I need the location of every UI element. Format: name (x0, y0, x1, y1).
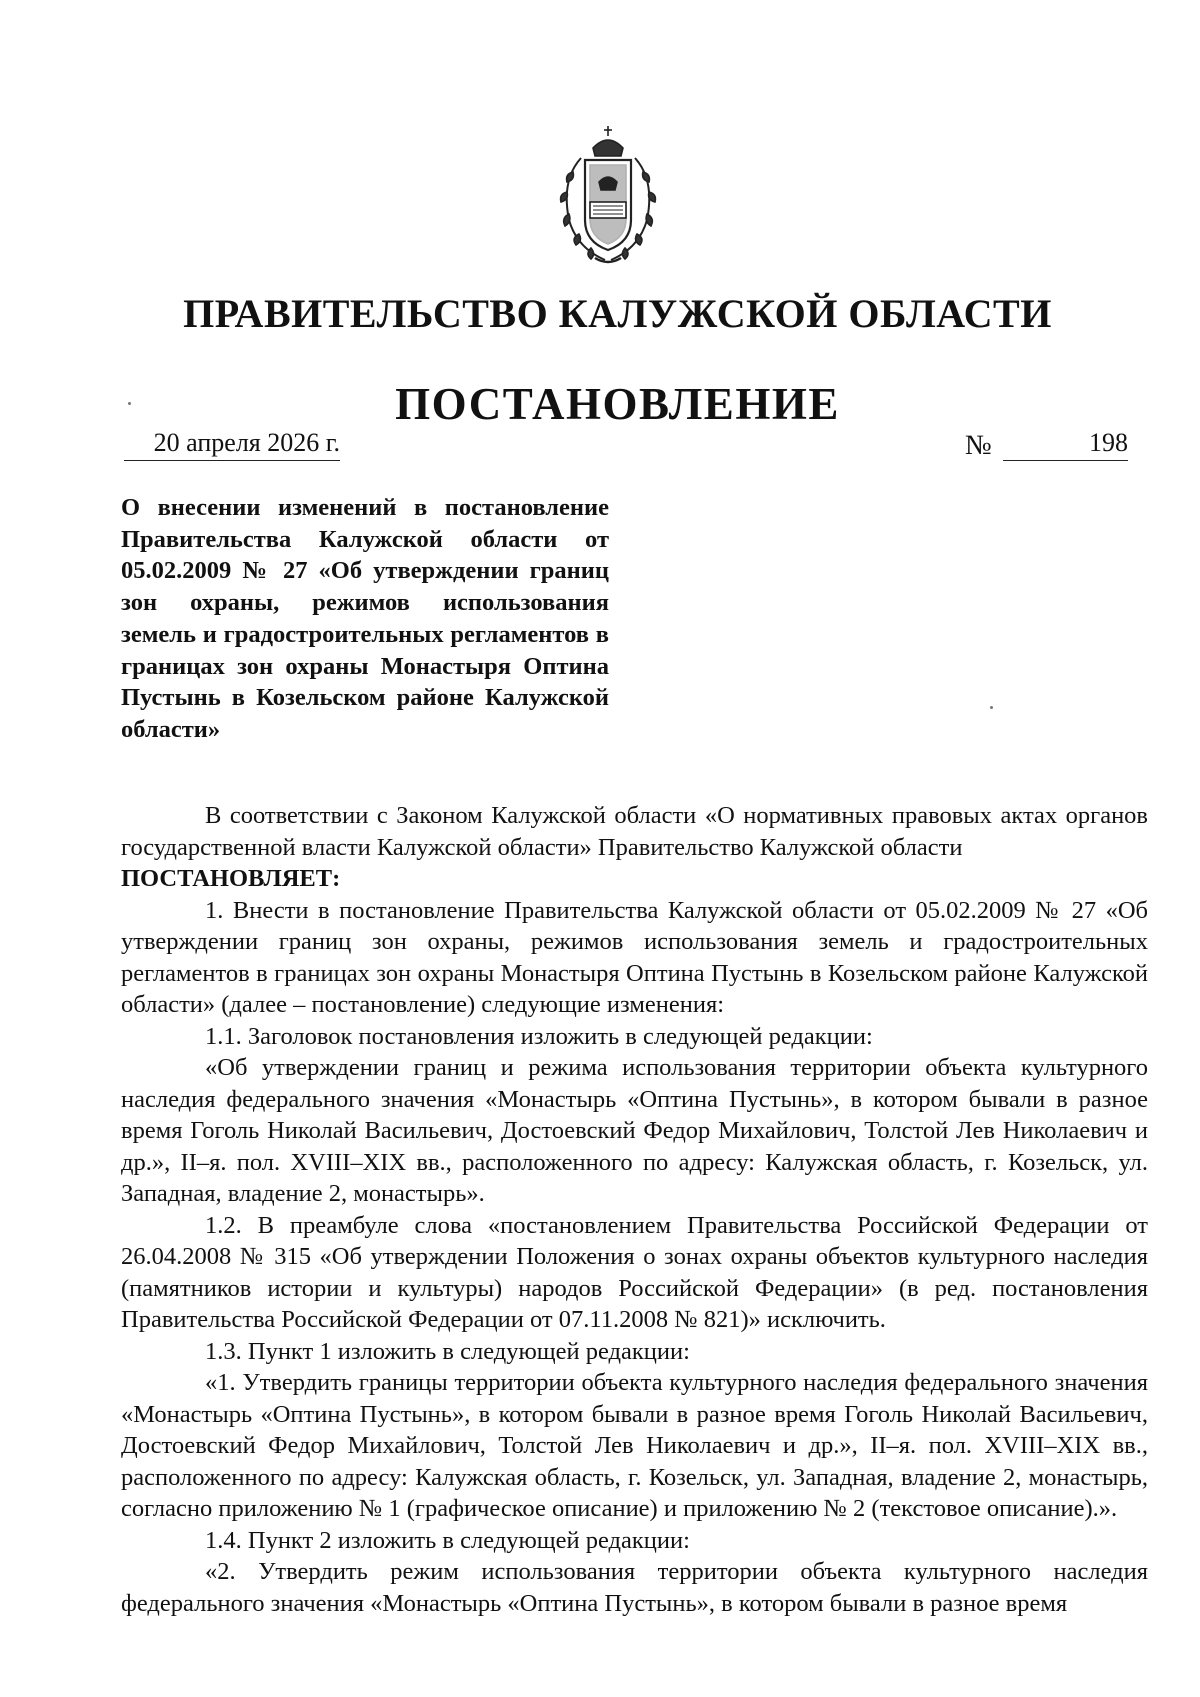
paragraph-1-4-text: «2. Утвердить режим использования территории объекта культурного наследия федерального значения «Монастырь «Оптина Пустынь», в котором бывали в разное время (121, 1558, 1148, 1617)
document-type: ПОСТАНОВЛЕНИЕ (395, 379, 840, 429)
paragraph-1: 1. Внести в постановление Правительства Калужской области от 05.02.2009 № 27 «Об утверждении границ зон охраны, режимов использования земель и градостроительных регламентов в границах зон охраны Монастыря Оптина Пустынь в Козельском районе Калужской области» (далее – постановление) следующие изменения: (121, 896, 1148, 1018)
preamble: В соответствии с Законом Калужской области «О нормативных правовых актах органов государственной власти Калужской области» Правительство Калужской области (121, 802, 1148, 861)
document-body (121, 800, 1148, 1619)
paragraph-1-1-text: «Об утверждении границ и режима использования территории объекта культурного наследия федерального значения «Монастырь «Оптина Пустынь», в котором бывали в разное время Гоголь Николай Васильевич, Достоевский Федор Михайлович, Толстой Лев Николаевич и др.», II–я. пол. XVIII–XIX вв., расположенного по адресу: Калужская область, г. Козельск, ул. Западная, владение 2, монастырь». (121, 1054, 1148, 1207)
paragraph-1-2: 1.2. В преамбуле слова «постановлением Правительства Российской Федерации от 26.04.2008 № 315 «Об утверждении Положения о зонах охраны объектов культурного наследия (памятников истории и культуры) народов Российской Федерации» (в ред. постановления Правительства Российской Федерации от 07.11.2008 № 821)» исключить. (121, 1211, 1148, 1333)
paragraph-1-3: 1.3. Пункт 1 изложить в следующей редакции: (205, 1337, 690, 1365)
document-subject: О внесении изменений в постановление Правительства Калужской области от 05.02.2009 № 27 «Об утверждении границ зон охраны, режимов использования земель и градостроительных регламентов в границах зон охраны Монастыря Оптина Пустынь в Козельском районе Калужской области» (121, 494, 609, 743)
paragraph-1-1: 1.1. Заголовок постановления изложить в следующей редакции: (205, 1022, 873, 1050)
paragraph-1-3-text: «1. Утвердить границы территории объекта культурного наследия федерального значения «Монастырь «Оптина Пустынь», в котором бывали в разное время Гоголь Николай Васильевич, Достоевский Федор Михайлович, Толстой Лев Николаевич и др.», II–я. пол. XVIII–XIX вв., расположенного по адресу: Калужская область, г. Козельск, ул. Западная, владение 2, монастырь, согласно приложению № 1 (графическое описание) и приложению № 2 (текстовое описание).». (121, 1369, 1148, 1522)
kaluga-oblast-coat-of-arms-icon (533, 120, 683, 270)
government-title: ПРАВИТЕЛЬСТВО КАЛУЖСКОЙ ОБЛАСТИ (183, 291, 1052, 336)
decree-word: ПОСТАНОВЛЯЕТ: (121, 865, 341, 892)
number-label: № (965, 430, 992, 461)
paragraph-1-4: 1.4. Пункт 2 изложить в следующей редакции: (205, 1526, 690, 1554)
scan-speck (990, 706, 993, 709)
document-number: 198 (1003, 428, 1128, 461)
scan-speck (128, 402, 131, 405)
document-date: 20 апреля 2026 г. (124, 428, 340, 461)
